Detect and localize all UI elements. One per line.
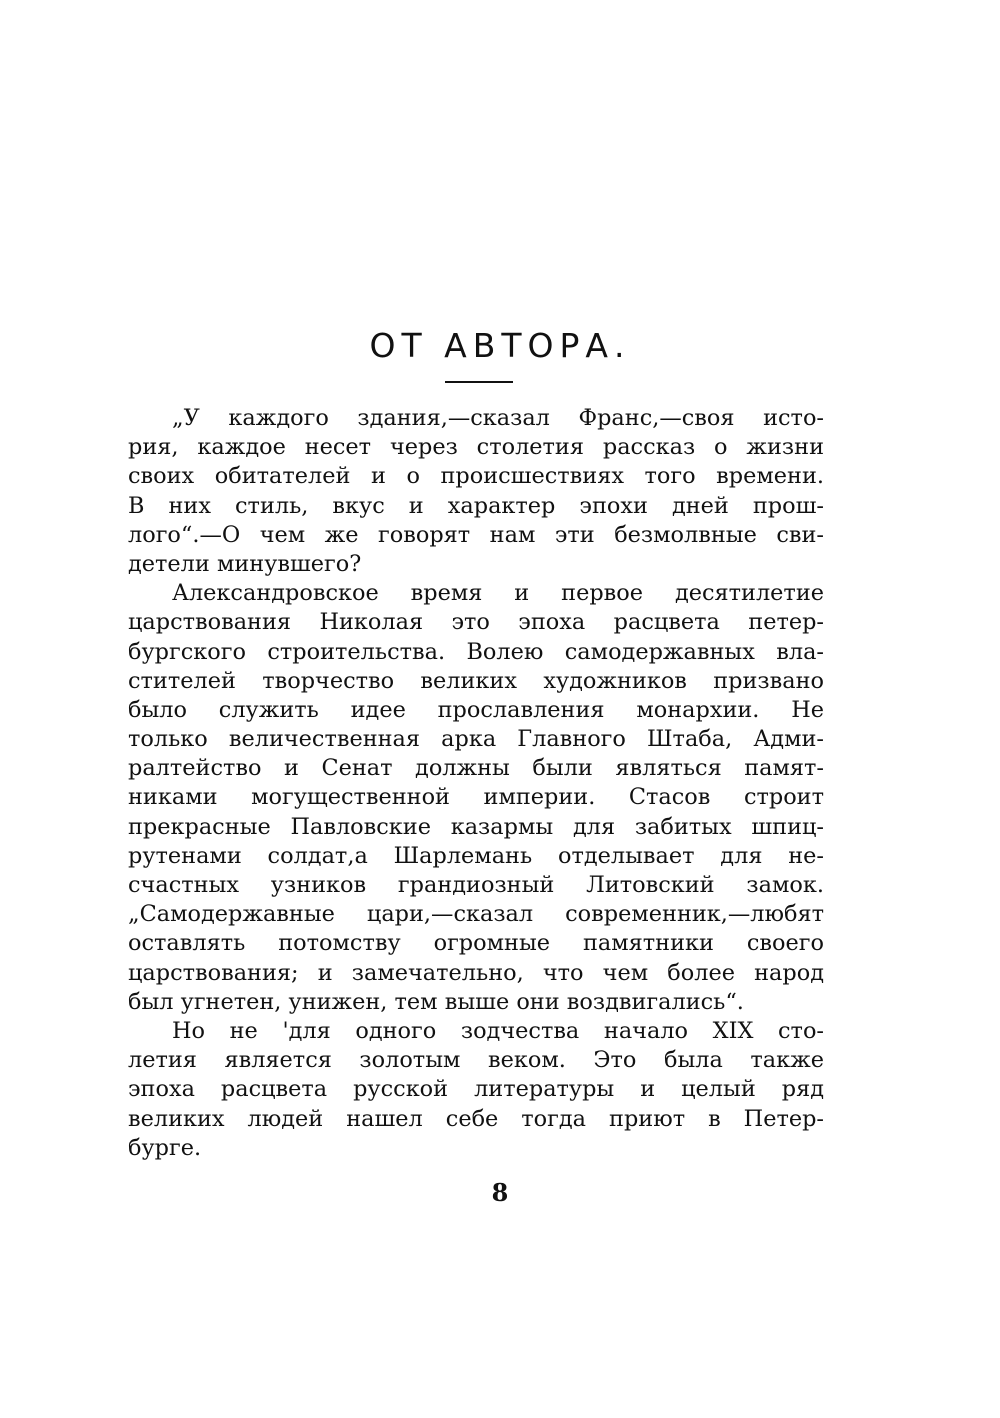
text-line: прекрасные Павловские казармы для забитых шпиц-	[128, 813, 824, 840]
title-divider	[445, 381, 513, 383]
text-line: великих людей нашел себе тогда приют в Петер-	[128, 1105, 824, 1132]
text-line: летия является золотым веком. Это была также	[128, 1047, 824, 1074]
text-line: Александровское время и первое десятилетие	[172, 580, 824, 607]
text-line: своих обитателей и о происшествиях того времени.	[128, 463, 824, 490]
text-line: оставлять потомству огромные памятники своего	[128, 930, 824, 957]
text-line: рутенами солдат,а Шарлемань отделывает для не-	[128, 842, 824, 869]
text-line: только величественная арка Главного Штаба, Адми-	[128, 726, 824, 753]
text-line: бурге.	[128, 1134, 202, 1161]
text-line: ралтейство и Сенат должны были являться памят-	[128, 755, 824, 782]
text-line: эпоха расцвета русской литературы и целый ряд	[128, 1076, 824, 1103]
text-line: было служить идее прославления монархии. Не	[128, 696, 824, 723]
text-line: „Самодержавные цари,—сказал современник,—любят	[128, 901, 824, 928]
chapter-title: ОТ АВТОРА.	[369, 326, 631, 365]
body-text	[128, 404, 824, 1163]
text-line: счастных узников грандиозный Литовский замок.	[128, 872, 824, 898]
paragraph-1	[128, 404, 824, 579]
text-line: В них стиль, вкус и характер эпохи дней прош-	[128, 492, 824, 519]
text-line: царствования Николая это эпоха расцвета петер-	[128, 609, 824, 636]
paragraph-2	[128, 579, 824, 1017]
text-line: бургского строительства. Волею самодержавных вла-	[128, 638, 824, 665]
text-line: никами могущественной империи. Стасов строит	[128, 784, 824, 811]
text-line: Но не 'для одного зодчества начало XIX сто-	[172, 1017, 824, 1044]
page-number: 8	[491, 1178, 509, 1207]
text-line: рия, каждое несет через столетия рассказ о жизни	[128, 434, 824, 461]
text-line: стителей творчество великих художников призвано	[128, 667, 824, 694]
text-line: царствования; и замечательно, что чем более народ	[128, 959, 824, 986]
text-line: детели минувшего?	[128, 550, 362, 577]
text-line: „У каждого здания,—сказал Франс,—своя исто-	[172, 405, 824, 431]
text-line: лого“.—О чем же говорят нам эти безмолвные сви-	[128, 521, 824, 548]
paragraph-3	[128, 1017, 824, 1163]
text-line: был угнетен, унижен, тем выше они воздвигались“.	[128, 988, 744, 1015]
